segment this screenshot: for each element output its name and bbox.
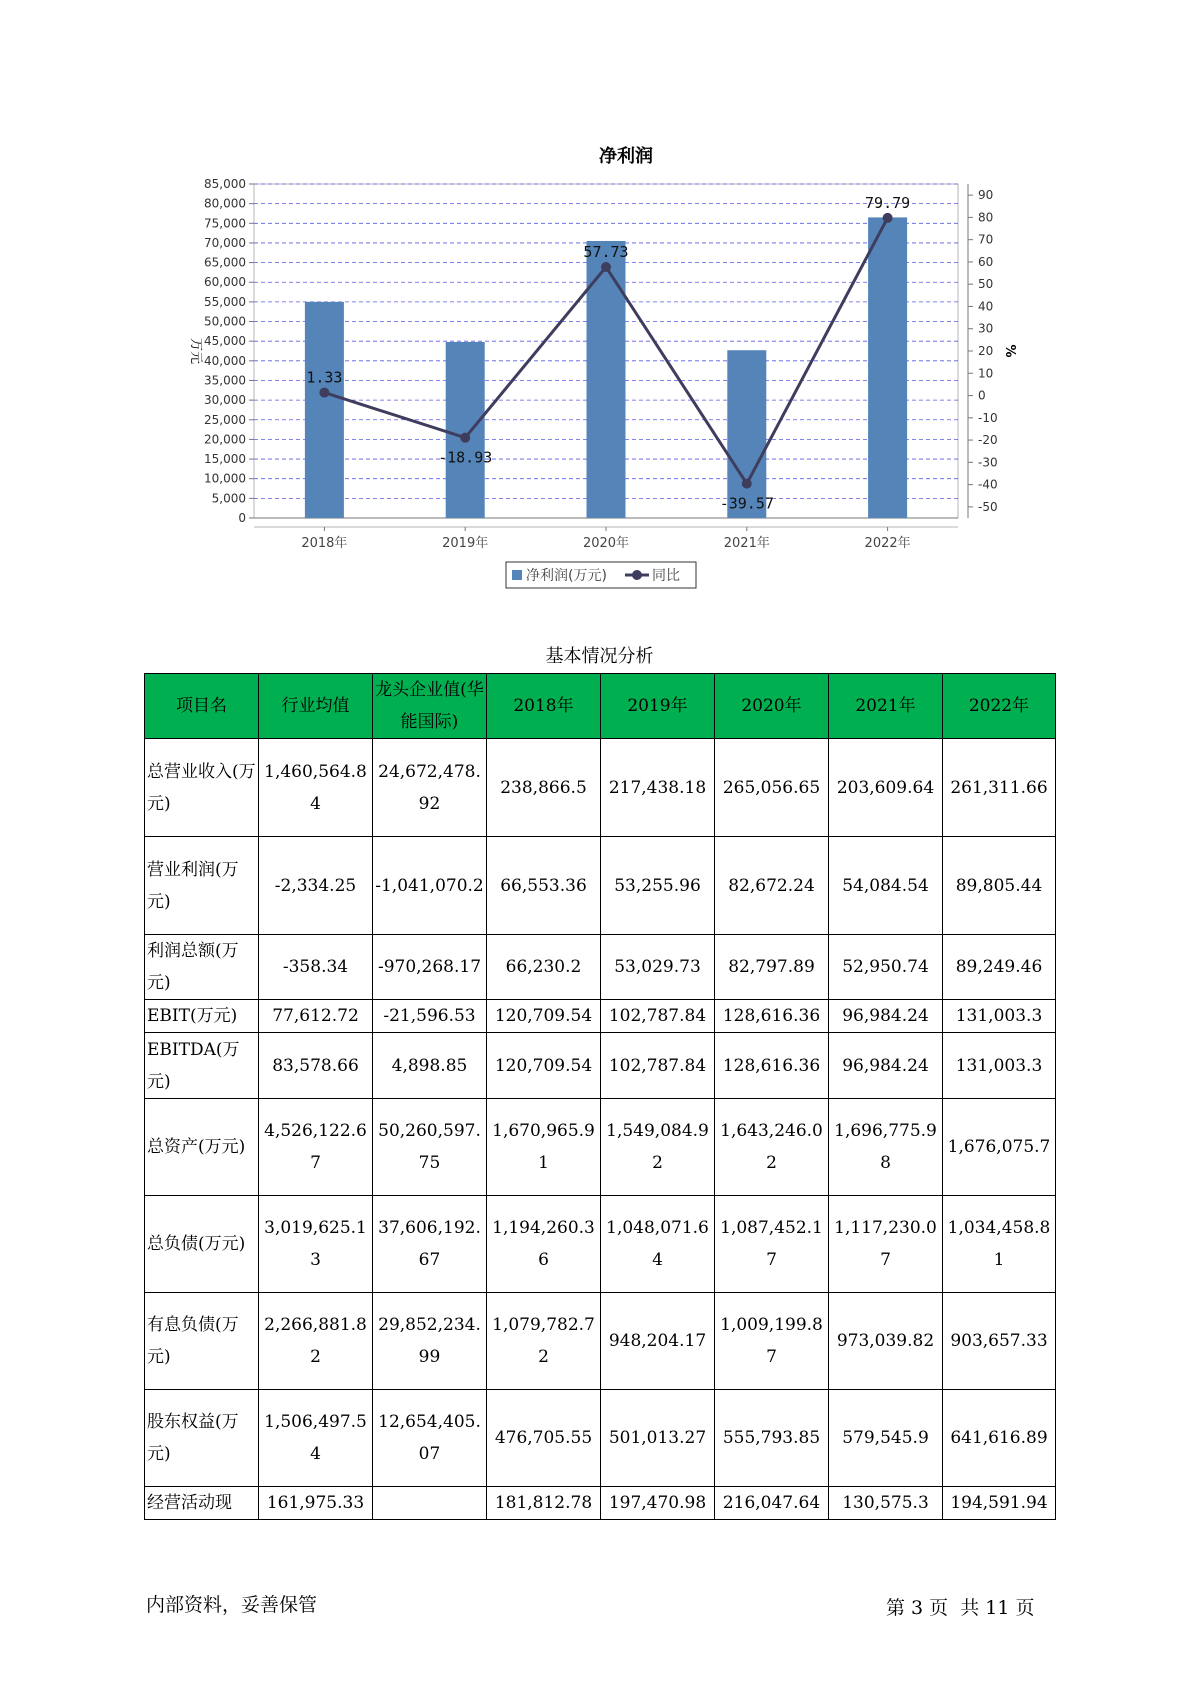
y2-tick-label: 60	[978, 254, 994, 269]
y2-tick-label: -50	[978, 499, 998, 514]
table-cell: 53,255.96	[601, 837, 715, 935]
table-cell: 4,526,122.67	[259, 1099, 373, 1196]
y2-tick-label: 70	[978, 232, 994, 247]
line-point	[601, 262, 611, 272]
x-tick-label: 2020年	[582, 536, 630, 551]
y-tick-label: 70,000	[204, 235, 246, 250]
y-axis-label: 万元	[188, 337, 203, 365]
line-point	[742, 479, 752, 489]
table-cell: 24,672,478.92	[373, 739, 487, 837]
row-label: 总营业收入(万元)	[145, 739, 259, 837]
legend-line-label: 同比	[652, 568, 680, 584]
y-tick-label: 35,000	[204, 373, 246, 388]
table-row	[145, 1033, 1056, 1099]
table-cell: 238,866.5	[487, 739, 601, 837]
table-cell: 128,616.36	[715, 1033, 829, 1099]
row-label: 营业利润(万元)	[145, 837, 259, 935]
table-cell: 2,266,881.82	[259, 1293, 373, 1390]
y2-tick-label: 30	[978, 321, 994, 336]
y2-tick-label: -30	[978, 455, 998, 470]
table-cell: 89,249.46	[943, 935, 1056, 1000]
line-data-label: 1.33	[306, 368, 343, 387]
y-tick-label: 50,000	[204, 314, 246, 329]
table-cell: 128,616.36	[715, 1000, 829, 1033]
table-cell: 1,034,458.81	[943, 1196, 1056, 1293]
table-cell: 216,047.64	[715, 1487, 829, 1520]
table-cell: 1,643,246.02	[715, 1099, 829, 1196]
y-tick-label: 45,000	[204, 334, 246, 349]
table-cell: 120,709.54	[487, 1000, 601, 1033]
y-tick-label: 25,000	[204, 412, 246, 427]
y2-axis-label: %	[1002, 344, 1017, 358]
bar	[727, 350, 766, 518]
line-point	[319, 388, 329, 398]
table-cell: 265,056.65	[715, 739, 829, 837]
table-cell: 120,709.54	[487, 1033, 601, 1099]
table-cell: -2,334.25	[259, 837, 373, 935]
table-cell: 194,591.94	[943, 1487, 1056, 1520]
y2-tick-label: -40	[978, 477, 998, 492]
table-cell: -1,041,070.2	[373, 837, 487, 935]
table-cell: 29,852,234.99	[373, 1293, 487, 1390]
table-cell: 102,787.84	[601, 1000, 715, 1033]
header-item-name: 项目名	[145, 674, 259, 739]
header-2022: 2022年	[943, 674, 1056, 739]
table-cell: 217,438.18	[601, 739, 715, 837]
header-leader-value: 龙头企业值(华能国际)	[373, 674, 487, 739]
table-cell: 641,616.89	[943, 1390, 1056, 1487]
bar	[446, 342, 485, 518]
row-label: 总资产(万元)	[145, 1099, 259, 1196]
table-cell: 261,311.66	[943, 739, 1056, 837]
y2-tick-label: 90	[978, 188, 994, 203]
y-tick-label: 55,000	[204, 294, 246, 309]
table-cell: 130,575.3	[829, 1487, 943, 1520]
line-data-label: -18.93	[438, 448, 493, 467]
y-tick-label: 80,000	[204, 196, 246, 211]
table-cell: 12,654,405.07	[373, 1390, 487, 1487]
table-cell: 501,013.27	[601, 1390, 715, 1487]
table-cell: 1,048,071.64	[601, 1196, 715, 1293]
row-label: 经营活动现	[145, 1487, 259, 1520]
y-tick-label: 10,000	[204, 471, 246, 486]
table-cell: 1,676,075.7	[943, 1099, 1056, 1196]
y-tick-label: 65,000	[204, 255, 246, 270]
table-cell: 579,545.9	[829, 1390, 943, 1487]
y2-tick-label: 80	[978, 210, 994, 225]
table-cell: 66,553.36	[487, 837, 601, 935]
row-label: EBITDA(万元)	[145, 1033, 259, 1099]
table-cell: 96,984.24	[829, 1000, 943, 1033]
line-data-label: -39.57	[719, 494, 774, 513]
table-row	[145, 1390, 1056, 1487]
table-cell: -358.34	[259, 935, 373, 1000]
line-point	[883, 213, 893, 223]
chart-svg	[0, 0, 1191, 600]
chart-title: 净利润	[599, 146, 653, 167]
table-cell: 181,812.78	[487, 1487, 601, 1520]
header-2019: 2019年	[601, 674, 715, 739]
table-cell: 555,793.85	[715, 1390, 829, 1487]
table-cell: -21,596.53	[373, 1000, 487, 1033]
y-tick-label: 0	[238, 511, 246, 525]
footer-page-number: 第 3 页 共 11 页	[886, 1597, 1035, 1619]
row-label: 总负债(万元)	[145, 1196, 259, 1293]
table-cell: 203,609.64	[829, 739, 943, 837]
table-row	[145, 739, 1056, 837]
table-cell: 1,460,564.84	[259, 739, 373, 837]
table-cell: 96,984.24	[829, 1033, 943, 1099]
table-cell: 476,705.55	[487, 1390, 601, 1487]
table-row	[145, 1293, 1056, 1390]
row-label: EBIT(万元)	[145, 1000, 259, 1033]
basic-analysis-table	[144, 673, 1056, 1520]
table-row	[145, 1487, 1056, 1520]
y-tick-label: 30,000	[204, 393, 246, 408]
legend-line-marker	[632, 570, 642, 580]
table-cell: 1,009,199.87	[715, 1293, 829, 1390]
table-caption: 基本情况分析	[545, 646, 654, 667]
table-cell: 37,606,192.67	[373, 1196, 487, 1293]
table-row	[145, 935, 1056, 1000]
table-cell: -970,268.17	[373, 935, 487, 1000]
net-profit-chart	[0, 0, 1191, 600]
table-cell: 3,019,625.13	[259, 1196, 373, 1293]
table-row	[145, 837, 1056, 935]
y-tick-label: 85,000	[204, 177, 246, 191]
table-cell: 52,950.74	[829, 935, 943, 1000]
y-tick-label: 20,000	[204, 432, 246, 447]
line-data-label: 57.73	[583, 242, 629, 261]
y2-tick-label: 0	[978, 388, 986, 403]
table-cell: 82,672.24	[715, 837, 829, 935]
table-cell: 54,084.54	[829, 837, 943, 935]
x-tick-label: 2022年	[864, 536, 911, 551]
table-cell: 102,787.84	[601, 1033, 715, 1099]
header-2018: 2018年	[487, 674, 601, 739]
table-cell	[373, 1487, 487, 1520]
y-tick-label: 40,000	[204, 353, 246, 368]
table-cell: 66,230.2	[487, 935, 601, 1000]
header-industry-avg: 行业均值	[259, 674, 373, 739]
y2-tick-label: 40	[978, 299, 994, 314]
table-cell: 1,549,084.92	[601, 1099, 715, 1196]
table-cell: 1,696,775.98	[829, 1099, 943, 1196]
table-cell: 4,898.85	[373, 1033, 487, 1099]
line-point	[460, 433, 470, 443]
table-cell: 973,039.82	[829, 1293, 943, 1390]
table-cell: 89,805.44	[943, 837, 1056, 935]
bar	[868, 217, 907, 518]
table-cell: 197,470.98	[601, 1487, 715, 1520]
y2-tick-label: -10	[978, 410, 998, 425]
table-cell: 53,029.73	[601, 935, 715, 1000]
table-cell: 82,797.89	[715, 935, 829, 1000]
header-2021: 2021年	[829, 674, 943, 739]
bar	[305, 302, 344, 518]
table-cell: 1,194,260.36	[487, 1196, 601, 1293]
table-cell: 161,975.33	[259, 1487, 373, 1520]
row-label: 有息负债(万元)	[145, 1293, 259, 1390]
table-cell: 948,204.17	[601, 1293, 715, 1390]
footer-confidential: 内部资料，妥善保管	[146, 1594, 318, 1616]
table-cell: 131,003.3	[943, 1033, 1056, 1099]
y-tick-label: 15,000	[204, 452, 246, 467]
table-cell: 77,612.72	[259, 1000, 373, 1033]
table-cell: 1,117,230.07	[829, 1196, 943, 1293]
row-label: 利润总额(万元)	[145, 935, 259, 1000]
y2-tick-label: 50	[978, 277, 994, 292]
y2-tick-label: 20	[978, 344, 994, 358]
table-cell: 1,079,782.72	[487, 1293, 601, 1390]
table-cell: 131,003.3	[943, 1000, 1056, 1033]
table-row	[145, 1099, 1056, 1196]
y2-tick-label: 10	[978, 366, 994, 381]
y2-tick-label: -20	[978, 433, 998, 448]
y-tick-label: 60,000	[204, 275, 246, 290]
legend-bar-swatch	[512, 570, 522, 580]
x-tick-label: 2019年	[442, 536, 489, 551]
table-cell: 1,087,452.17	[715, 1196, 829, 1293]
table-cell: 903,657.33	[943, 1293, 1056, 1390]
row-label: 股东权益(万元)	[145, 1390, 259, 1487]
legend-bar-label: 净利润(万元)	[526, 568, 607, 584]
header-2020: 2020年	[715, 674, 829, 739]
table-cell: 1,670,965.91	[487, 1099, 601, 1196]
x-tick-label: 2021年	[723, 536, 770, 551]
x-tick-label: 2018年	[301, 536, 348, 551]
table-row	[145, 1000, 1056, 1033]
table-header-row	[145, 674, 1056, 739]
y-tick-label: 75,000	[204, 216, 246, 231]
table-cell: 1,506,497.54	[259, 1390, 373, 1487]
line-data-label: 79.79	[865, 193, 911, 212]
y-tick-label: 5,000	[211, 491, 246, 506]
table-row	[145, 1196, 1056, 1293]
table-cell: 83,578.66	[259, 1033, 373, 1099]
table-cell: 50,260,597.75	[373, 1099, 487, 1196]
